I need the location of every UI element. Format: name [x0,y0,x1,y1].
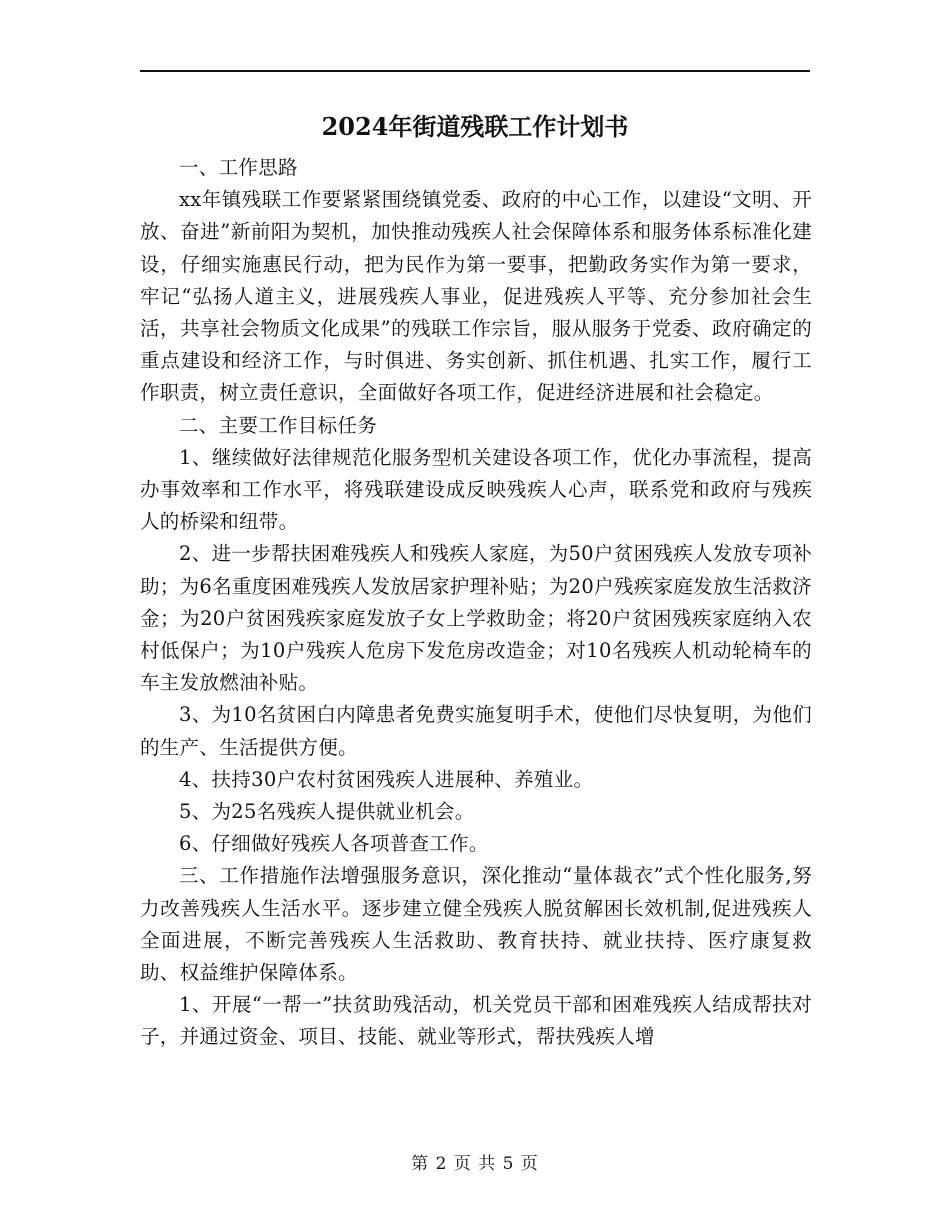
page-number-footer: 第 2 页 共 5 页 [411,1154,539,1174]
paragraph-work-thinking: xx年镇残联工作要紧紧围绕镇党委、政府的中心工作，以建设“文明、开放、奋进”新前阳为契机，加快推动残疾人社会保障体系和服务体系标准化建设，仔细实施惠民行动，把为民作为第一要事，把勤政务实作为第一要求，牢记“弘扬人道主义，进展残疾人事业，促进残疾人平等、充分参加社会生活，共享社会物质文化成果”的残联工作宗旨，服从服务于党委、政府确定的重点建设和经济工作，与时俱进、务实创新、抓住机遇、扎实工作，履行工作职责，树立责任意识，全面做好各项工作，促进经济进展和社会稳定。 [140,188,812,405]
heading-work-thinking: 一、工作思路 [179,156,298,179]
goal-item-5: 5、为25名残疾人提供就业机会。 [179,800,475,824]
measure-item-1: 1、开展“一帮一”扶贫助残活动，机关党员干部和困难残疾人结成帮扶对子，并通过资金、项目、技能、就业等形式，帮扶残疾人增 [140,993,812,1049]
goal-item-1: 1、继续做好法律规范化服务型机关建设各项工作，优化办事流程，提高办事效率和工作水平，将残联建设成反映残疾人心声，联系党和政府与残疾人的桥梁和纽带。 [140,445,812,534]
document-title: 2024年街道残联工作计划书 [321,112,629,141]
goal-item-4: 4、扶持30户农村贫困残疾人进展种、养殖业。 [179,767,594,791]
goal-item-2: 2、进一步帮扶困难残疾人和残疾人家庭，为50户贫困残疾人发放专项补助；为6名重度困难残疾人发放居家护理补贴；为20户残疾家庭发放生活救济金；为20户贫困残疾家庭发放子女上学救助金；将20户贫困残疾家庭纳入农村低保户；为10户残疾人危房下发危房改造金；对10名残疾人机动轮椅车的车主发放燃油补贴。 [140,542,812,695]
goal-item-6: 6、仔细做好残疾人各项普查工作。 [179,832,489,856]
goal-item-3: 3、为10名贫困白内障患者免费实施复明手术，使他们尽快复明，为他们的生产、生活提供方便。 [140,703,812,759]
heading-main-goals: 二、主要工作目标任务 [179,413,378,437]
header-rule [140,70,810,72]
document-body [140,152,812,1054]
heading-work-measures: 三、工作措施作法增强服务意识，深化推动“量体裁衣”式个性化服务,努力改善残疾人生活水平。逐步建立健全残疾人脱贫解困长效机制,促进残疾人全面进展，不断完善残疾人生活救助、教育扶持、就业扶持、医疗康复救助、权益维护保障体系。 [140,864,812,985]
